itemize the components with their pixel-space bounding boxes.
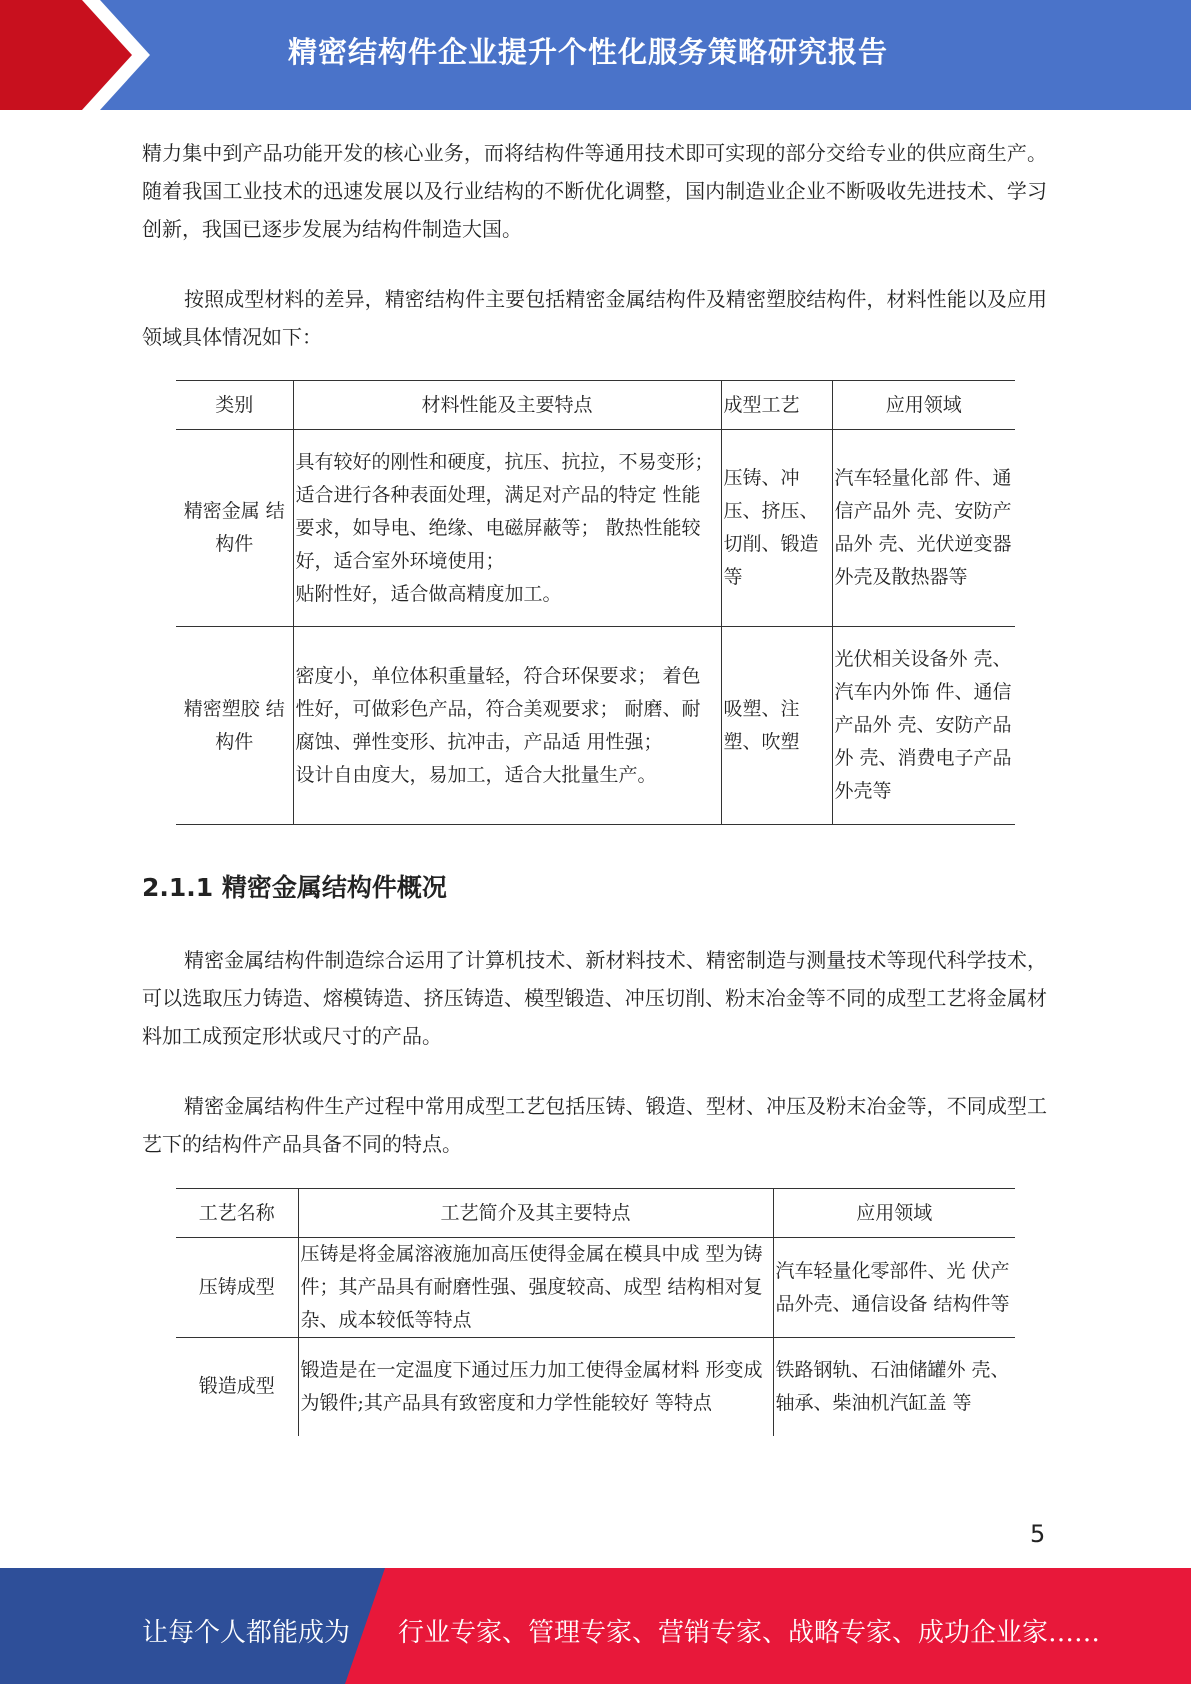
report-title: 精密结构件企业提升个性化服务策略研究报告 xyxy=(288,35,889,69)
table-row xyxy=(176,1238,1015,1338)
page-number: 5 xyxy=(1030,1520,1046,1548)
page-header xyxy=(0,0,1191,110)
table-header-row xyxy=(176,1189,1015,1238)
feature-line: 适合进行各种表面处理，满足对产品的特定 性能要求，如导电、绝缘、电磁屏蔽等； 散热性能较好，适合室外环境使用； xyxy=(295,483,701,572)
table-header-cell: 应用领域 xyxy=(832,381,1015,430)
table-header-cell: 材料性能及主要特点 xyxy=(293,381,721,430)
table-header-cell: 类别 xyxy=(176,381,293,430)
process-cell: 压铸、冲压、挤压、切削、锻造等 xyxy=(721,430,832,627)
table-row xyxy=(176,430,1015,627)
feature-line: 设计自由度大，易加工，适合大批量生产。 xyxy=(295,763,657,786)
process-name-cell: 压铸成型 xyxy=(176,1238,298,1338)
paragraph-processes: 精密金属结构件生产过程中常用成型工艺包括压铸、锻造、型材、冲压及粉末冶金等，不同成型工艺下的结构件产品具备不同的特点。 xyxy=(142,1094,1047,1156)
application-cell: 汽车轻量化部 件、通信产品外 壳、安防产品外 壳、光伏逆变器外壳及散热器等 xyxy=(832,430,1015,627)
process-cell: 吸塑、注塑、吹塑 xyxy=(721,627,832,825)
materials-table xyxy=(176,380,1015,825)
process-intro-cell: 锻造是在一定温度下通过压力加工使得金属材料 形变成为锻件;其产品具有致密度和力学性能较好 等特点 xyxy=(298,1338,773,1436)
application-cell: 光伏相关设备外 壳、汽车内外饰 件、通信产品外 壳、安防产品外 壳、消费电子产品外壳等 xyxy=(832,627,1015,825)
table-row xyxy=(176,1338,1015,1436)
footer-slogan-right: 行业专家、管理专家、营销专家、战略专家、成功企业家…… xyxy=(398,1618,1101,1648)
feature-line: 密度小，单位体积重量轻，符合环保要求； 着色性好，可做彩色产品，符合美观要求； 耐磨、耐腐蚀、弹性变形、抗冲击，产品适 用性强； xyxy=(295,664,701,753)
paragraph-intro: 精力集中到产品功能开发的核心业务，而将结构件等通用技术即可实现的部分交给专业的供应商生产。随着我国工业技术的迅速发展以及行业结构的不断优化调整，国内制造业企业不断吸收先进技术、学习创新，我国已逐步发展为结构件制造大国。 xyxy=(142,141,1047,241)
paragraph-classification: 按照成型材料的差异，精密结构件主要包括精密金属结构件及精密塑胶结构件，材料性能以及应用领域具体情况如下： xyxy=(142,287,1047,349)
features-cell xyxy=(293,430,721,627)
features-cell xyxy=(293,627,721,825)
feature-line: 具有较好的刚性和硬度，抗压、抗拉，不易变形； xyxy=(295,450,714,473)
table-header-cell: 成型工艺 xyxy=(721,381,832,430)
category-cell: 精密塑胶 结构件 xyxy=(176,627,293,825)
section-heading: 2.1.1 精密金属结构件概况 xyxy=(142,873,447,902)
feature-line: 贴附性好，适合做高精度加工。 xyxy=(295,582,562,605)
footer-slogan-left: 让每个人都能成为 xyxy=(142,1618,351,1648)
table-header-cell: 应用领域 xyxy=(773,1189,1015,1238)
process-name-cell: 锻造成型 xyxy=(176,1338,298,1436)
table-header-row xyxy=(176,381,1015,430)
category-cell: 精密金属 结构件 xyxy=(176,430,293,627)
application-cell: 铁路钢轨、石油储罐外 壳、轴承、柴油机汽缸盖 等 xyxy=(773,1338,1015,1436)
process-table xyxy=(176,1188,1015,1436)
process-intro-cell: 压铸是将金属溶液施加高压使得金属在模具中成 型为铸件；其产品具有耐磨性强、强度较高、成型 结构相对复杂、成本较低等特点 xyxy=(298,1238,773,1338)
table-header-cell: 工艺名称 xyxy=(176,1189,298,1238)
application-cell: 汽车轻量化零部件、光 伏产品外壳、通信设备 结构件等 xyxy=(773,1238,1015,1338)
table-row xyxy=(176,627,1015,825)
paragraph-metal-overview: 精密金属结构件制造综合运用了计算机技术、新材料技术、精密制造与测量技术等现代科学技术，可以选取压力铸造、熔模铸造、挤压铸造、模型锻造、冲压切削、粉末冶金等不同的成型工艺将金属材料加工成预定形状或尺寸的产品。 xyxy=(142,948,1047,1048)
table-header-cell: 工艺简介及其主要特点 xyxy=(298,1189,773,1238)
page-footer xyxy=(0,1568,1191,1684)
